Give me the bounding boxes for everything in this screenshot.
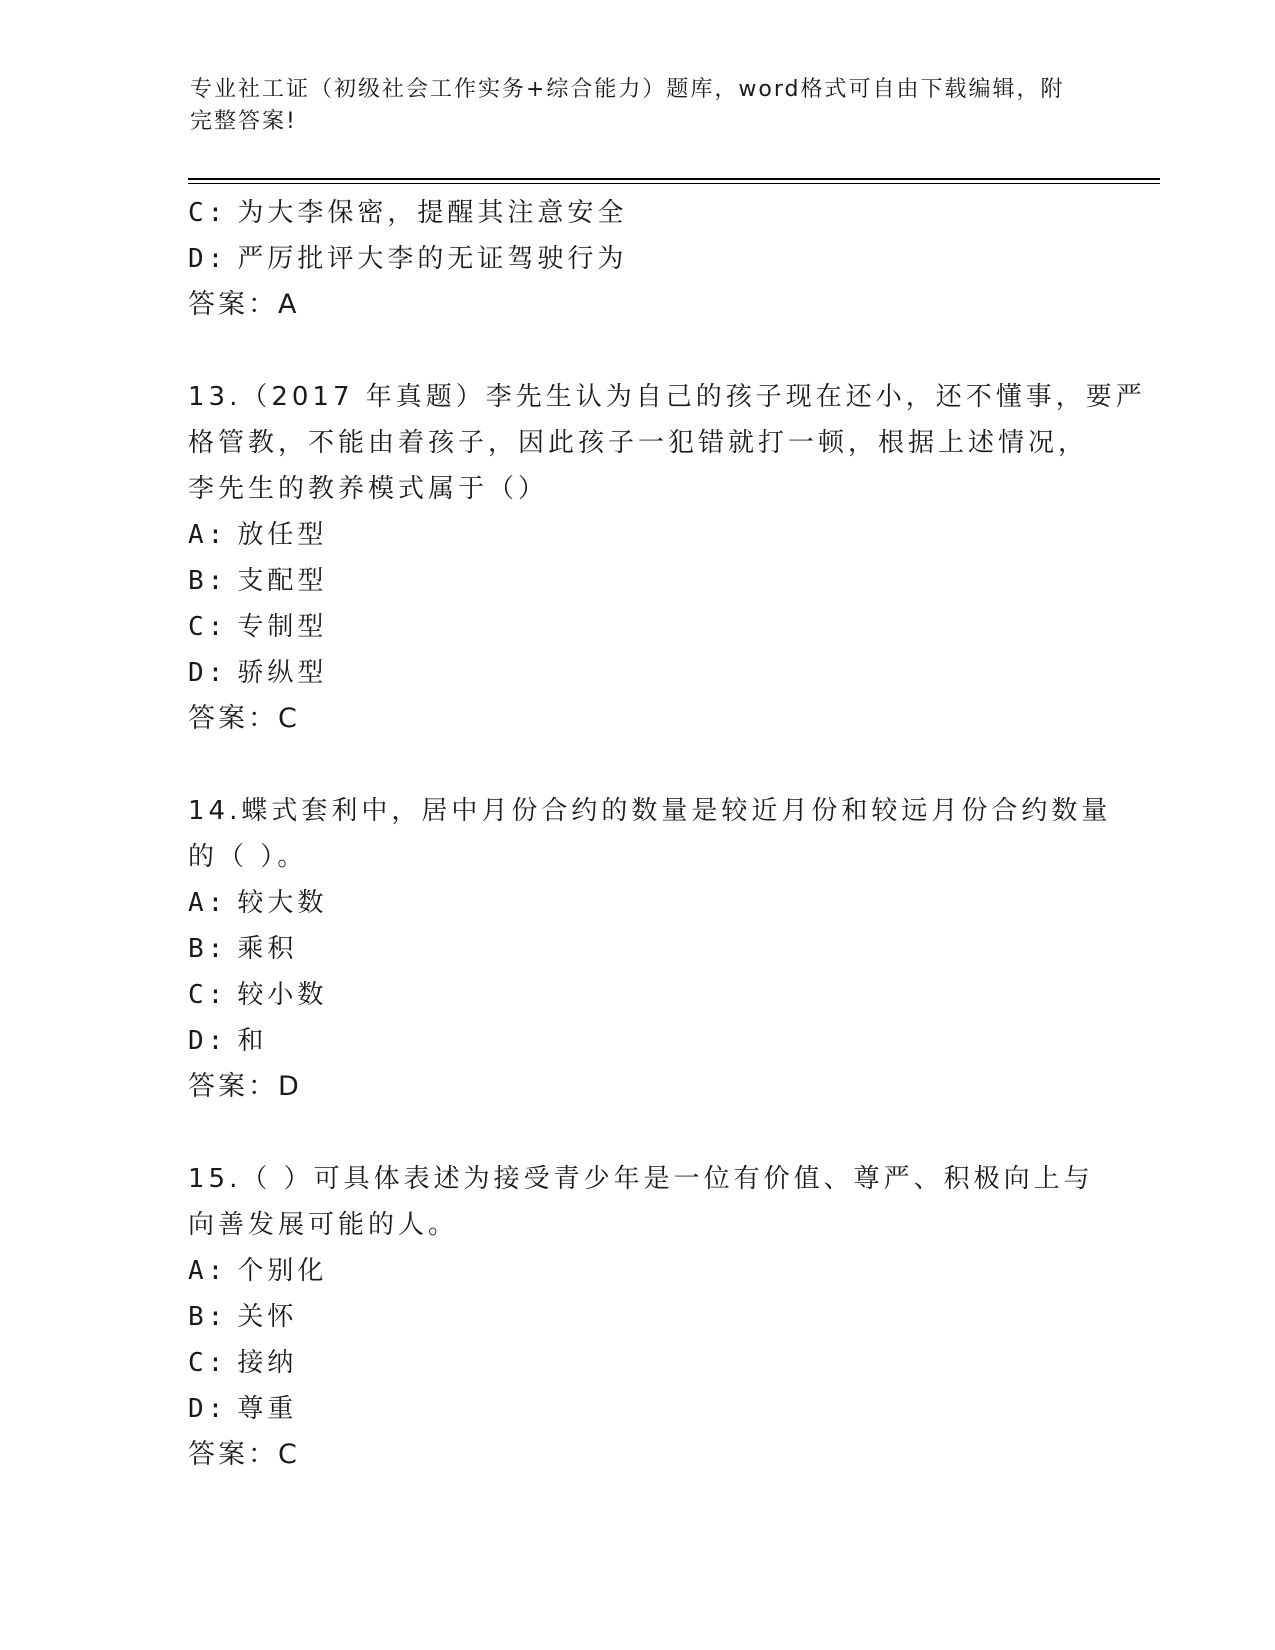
option-d bbox=[188, 650, 1088, 696]
option-b bbox=[188, 926, 1088, 972]
question-stem-line: 15.（ ）可具体表述为接受青少年是一位有价值、尊严、积极向上与 bbox=[188, 1164, 1094, 1194]
option-d bbox=[188, 1018, 1088, 1064]
option-letter: A: bbox=[188, 1256, 228, 1286]
option-text: 为大李保密，提醒其注意安全 bbox=[237, 198, 628, 228]
header-rule-thick bbox=[188, 178, 1160, 180]
header-line-2: 完整答案! bbox=[190, 109, 297, 134]
option-letter: C: bbox=[188, 1348, 228, 1378]
option-text: 较小数 bbox=[237, 980, 328, 1010]
answer-line: 答案：A bbox=[188, 289, 300, 320]
option-d bbox=[188, 236, 1088, 282]
option-letter: D: bbox=[188, 244, 228, 274]
option-text: 接纳 bbox=[237, 1348, 298, 1378]
option-letter: B: bbox=[188, 1302, 228, 1332]
option-c bbox=[188, 972, 1088, 1018]
option-c bbox=[188, 190, 1088, 236]
option-text: 乘积 bbox=[237, 934, 298, 964]
question-15 bbox=[188, 1156, 1094, 1478]
header-line-1: 专业社工证（初级社会工作实务+综合能力）题库，word格式可自由下载编辑，附 bbox=[190, 77, 1065, 102]
question-14 bbox=[188, 788, 1112, 1110]
answer-line: 答案：C bbox=[188, 1439, 300, 1470]
option-letter: A: bbox=[188, 888, 228, 918]
spacer bbox=[188, 742, 1088, 788]
option-text: 专制型 bbox=[237, 612, 328, 642]
option-text: 放任型 bbox=[237, 520, 328, 550]
question-stem-line: 的（ ）。 bbox=[188, 842, 308, 872]
question-stem-line: 14.蝶式套利中，居中月份合约的数量是较近月份和较远月份合约数量 bbox=[188, 796, 1112, 826]
spacer bbox=[188, 1110, 1088, 1156]
question-stem-line: 向善发展可能的人。 bbox=[188, 1210, 459, 1240]
option-a bbox=[188, 512, 1088, 558]
option-b bbox=[188, 558, 1088, 604]
answer-line: 答案：D bbox=[188, 1071, 302, 1102]
option-letter: C: bbox=[188, 612, 228, 642]
option-text: 关怀 bbox=[237, 1302, 298, 1332]
option-text: 和 bbox=[237, 1026, 268, 1056]
option-letter: C: bbox=[188, 198, 228, 228]
option-a bbox=[188, 1248, 1088, 1294]
option-c bbox=[188, 1340, 1088, 1386]
header-rule-thin bbox=[188, 183, 1160, 184]
spacer bbox=[188, 328, 1088, 374]
option-letter: B: bbox=[188, 934, 228, 964]
option-b bbox=[188, 1294, 1088, 1340]
question-13 bbox=[188, 374, 1146, 742]
question-stem-line: 13.（2017 年真题）李先生认为自己的孩子现在还小，还不懂事，要严 bbox=[188, 382, 1146, 412]
option-letter: B: bbox=[188, 566, 228, 596]
option-d bbox=[188, 1386, 1088, 1432]
option-letter: A: bbox=[188, 520, 228, 550]
question-stem-line: 李先生的教养模式属于（） bbox=[188, 474, 549, 504]
option-text: 个别化 bbox=[237, 1256, 328, 1286]
question-stem-line: 格管教，不能由着孩子，因此孩子一犯错就打一顿，根据上述情况， bbox=[188, 428, 1089, 458]
page-header bbox=[190, 74, 1090, 138]
option-text: 尊重 bbox=[237, 1394, 298, 1424]
question-12-continued bbox=[188, 190, 1088, 328]
option-text: 较大数 bbox=[237, 888, 328, 918]
option-text: 支配型 bbox=[237, 566, 328, 596]
question-content bbox=[188, 190, 1146, 1478]
option-c bbox=[188, 604, 1088, 650]
option-letter: D: bbox=[188, 658, 228, 688]
option-letter: C: bbox=[188, 980, 228, 1010]
answer-line: 答案：C bbox=[188, 703, 300, 734]
option-letter: D: bbox=[188, 1394, 228, 1424]
option-a bbox=[188, 880, 1088, 926]
option-text: 骄纵型 bbox=[237, 658, 328, 688]
option-text: 严厉批评大李的无证驾驶行为 bbox=[237, 244, 628, 274]
option-letter: D: bbox=[188, 1026, 228, 1056]
